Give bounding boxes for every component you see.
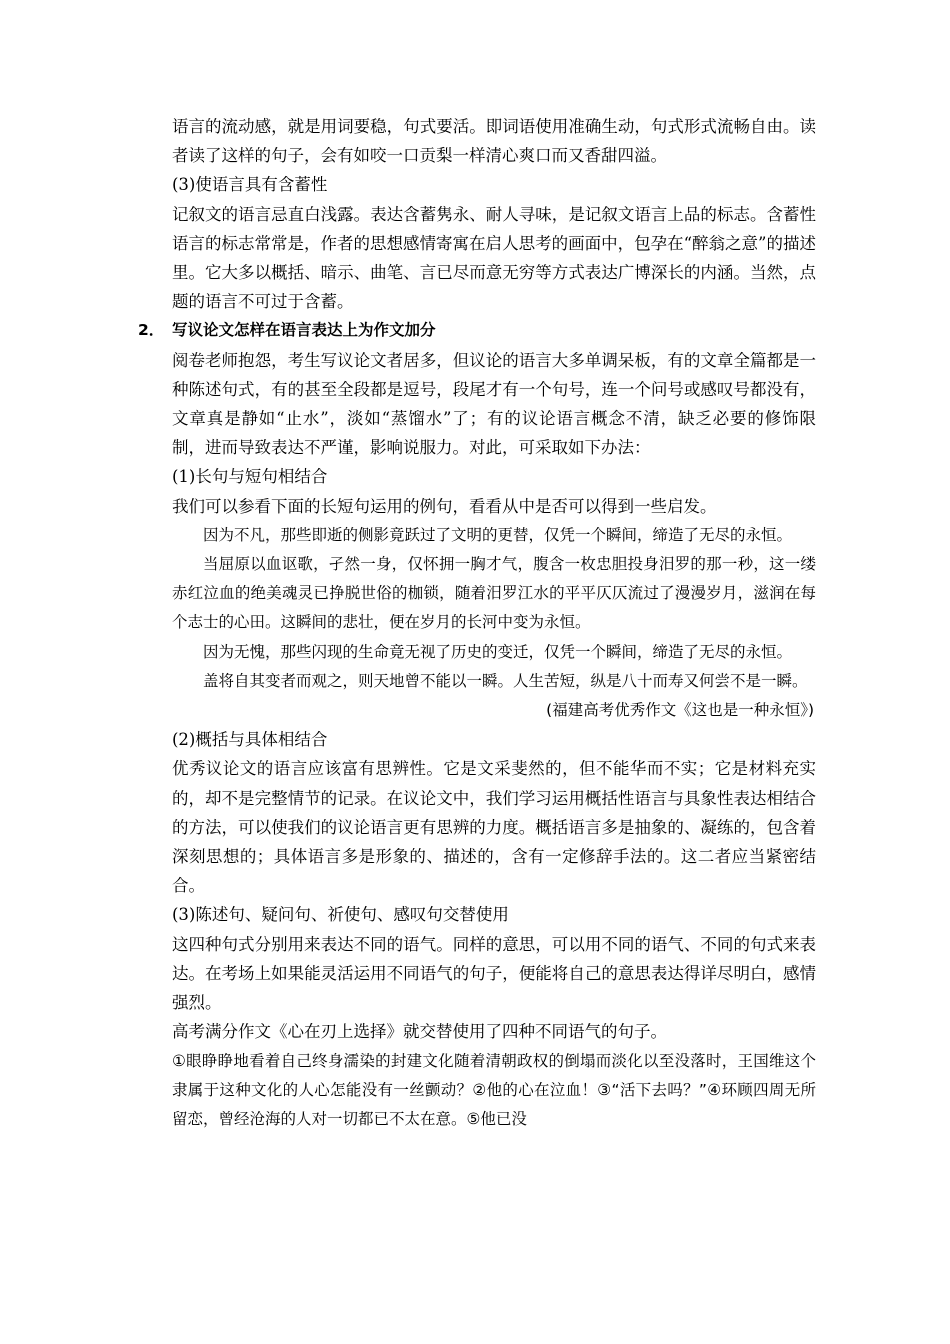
subheading-general-specific: (2)概括与具体相结合 <box>172 730 328 750</box>
example-quote: 因为无愧，那些闪现的生命竟无视了历史的变迁，仅凭一个瞬间，缔造了无尽的永恒。 <box>203 642 793 661</box>
subheading-long-short: (1)长句与短句相结合 <box>172 467 328 487</box>
document-body <box>138 112 816 1134</box>
paragraph-intro: 阅卷老师抱怨，考生写议论文者居多，但议论的语言大多单调呆板，有的文章全篇都是一种陈述句式，有的甚至全段都是逗号，段尾才有一个句号，连一个问号或感叹号都没有，文章真是静如“止水”，淡如“蒸馏水”了；有的议论语言概念不清，缺乏必要的修饰限制，进而导致表达不严谨，影响说服力。对此，可采取如下办法： <box>172 350 816 458</box>
paragraph-example-intro: 高考满分作文《心在刃上选择》就交替使用了四种不同语气的句子。 <box>172 1022 667 1042</box>
section-number: 2． <box>138 321 165 340</box>
quote-source: (福建高考优秀作文《这也是一种永恒》) <box>546 701 814 720</box>
example-passage: ①眼睁睁地看着自己终身濡染的封建文化随着清朝政权的倒塌而淡化以至没落时，王国维这个隶属于这种文化的人心怎能没有一丝颤动？②他的心在泣血！③“活下去吗？”④环顾四周无所留恋，曾经沧海的人对一切都已不太在意。⑤他已没 <box>172 1051 816 1128</box>
subheading-sentence-types: (3)陈述句、疑问句、祈使句、感叹句交替使用 <box>172 905 509 925</box>
section-heading <box>138 316 816 345</box>
paragraph-sentence-types: 这四种句式分别用来表达不同的语气。同样的意思，可以用不同的语气、不同的句式来表达。在考场上如果能灵活运用不同语气的句子，便能将自己的意思表达得详尽明白，感情强烈。 <box>172 934 816 1013</box>
subheading-implicit: (3)使语言具有含蓄性 <box>172 175 328 195</box>
paragraph-general-specific: 优秀议论文的语言应该富有思辨性。它是文采斐然的，但不能华而不实；它是材料充实的，却不是完整情节的记录。在议论文中，我们学习运用概括性语言与具象性表达相结合的方法，可以使我们的议论语言更有思辨的力度。概括语言多是抽象的、凝练的，包含着深刻思想的；具体语言多是形象的、描述的，含有一定修辞手法的。这二者应当紧密结合。 <box>172 759 816 896</box>
example-quote: 因为不凡，那些即逝的侧影竟跃过了文明的更替，仅凭一个瞬间，缔造了无尽的永恒。 <box>203 525 793 544</box>
paragraph-implicit: 记叙文的语言忌直白浅露。表达含蓄隽永、耐人寻味，是记叙文语言上品的标志。含蓄性语言的标志常常是，作者的思想感情寄寓在启人思考的画面中，包孕在“醉翁之意”的描述里。它大多以概括、暗示、曲笔、言已尽而意无穷等方式表达广博深长的内涵。当然，点题的语言不可过于含蓄。 <box>172 204 816 312</box>
section-title: 写议论文怎样在语言表达上为作文加分 <box>172 321 436 340</box>
paragraph-flow: 语言的流动感，就是用词要稳，句式要活。即词语使用准确生动，句式形式流畅自由。读者读了这样的句子，会有如咬一口贡梨一样清心爽口而又香甜四溢。 <box>172 117 816 166</box>
example-quote: 当屈原以血讴歌，孑然一身，仅怀拥一胸才气，腹含一枚忠胆投身汨罗的那一秒，这一缕赤红泣血的绝美魂灵已挣脱世俗的枷锁，随着汨罗江水的平平仄仄流过了漫漫岁月，滋润在每个志士的心田。这瞬间的悲壮，便在岁月的长河中变为永恒。 <box>172 555 816 632</box>
example-quote: 盖将自其变者而观之，则天地曾不能以一瞬。人生苦短，纵是八十而寿又何尝不是一瞬。 <box>203 671 808 690</box>
paragraph-long-short: 我们可以参看下面的长短句运用的例句，看看从中是否可以得到一些启发。 <box>172 496 717 516</box>
